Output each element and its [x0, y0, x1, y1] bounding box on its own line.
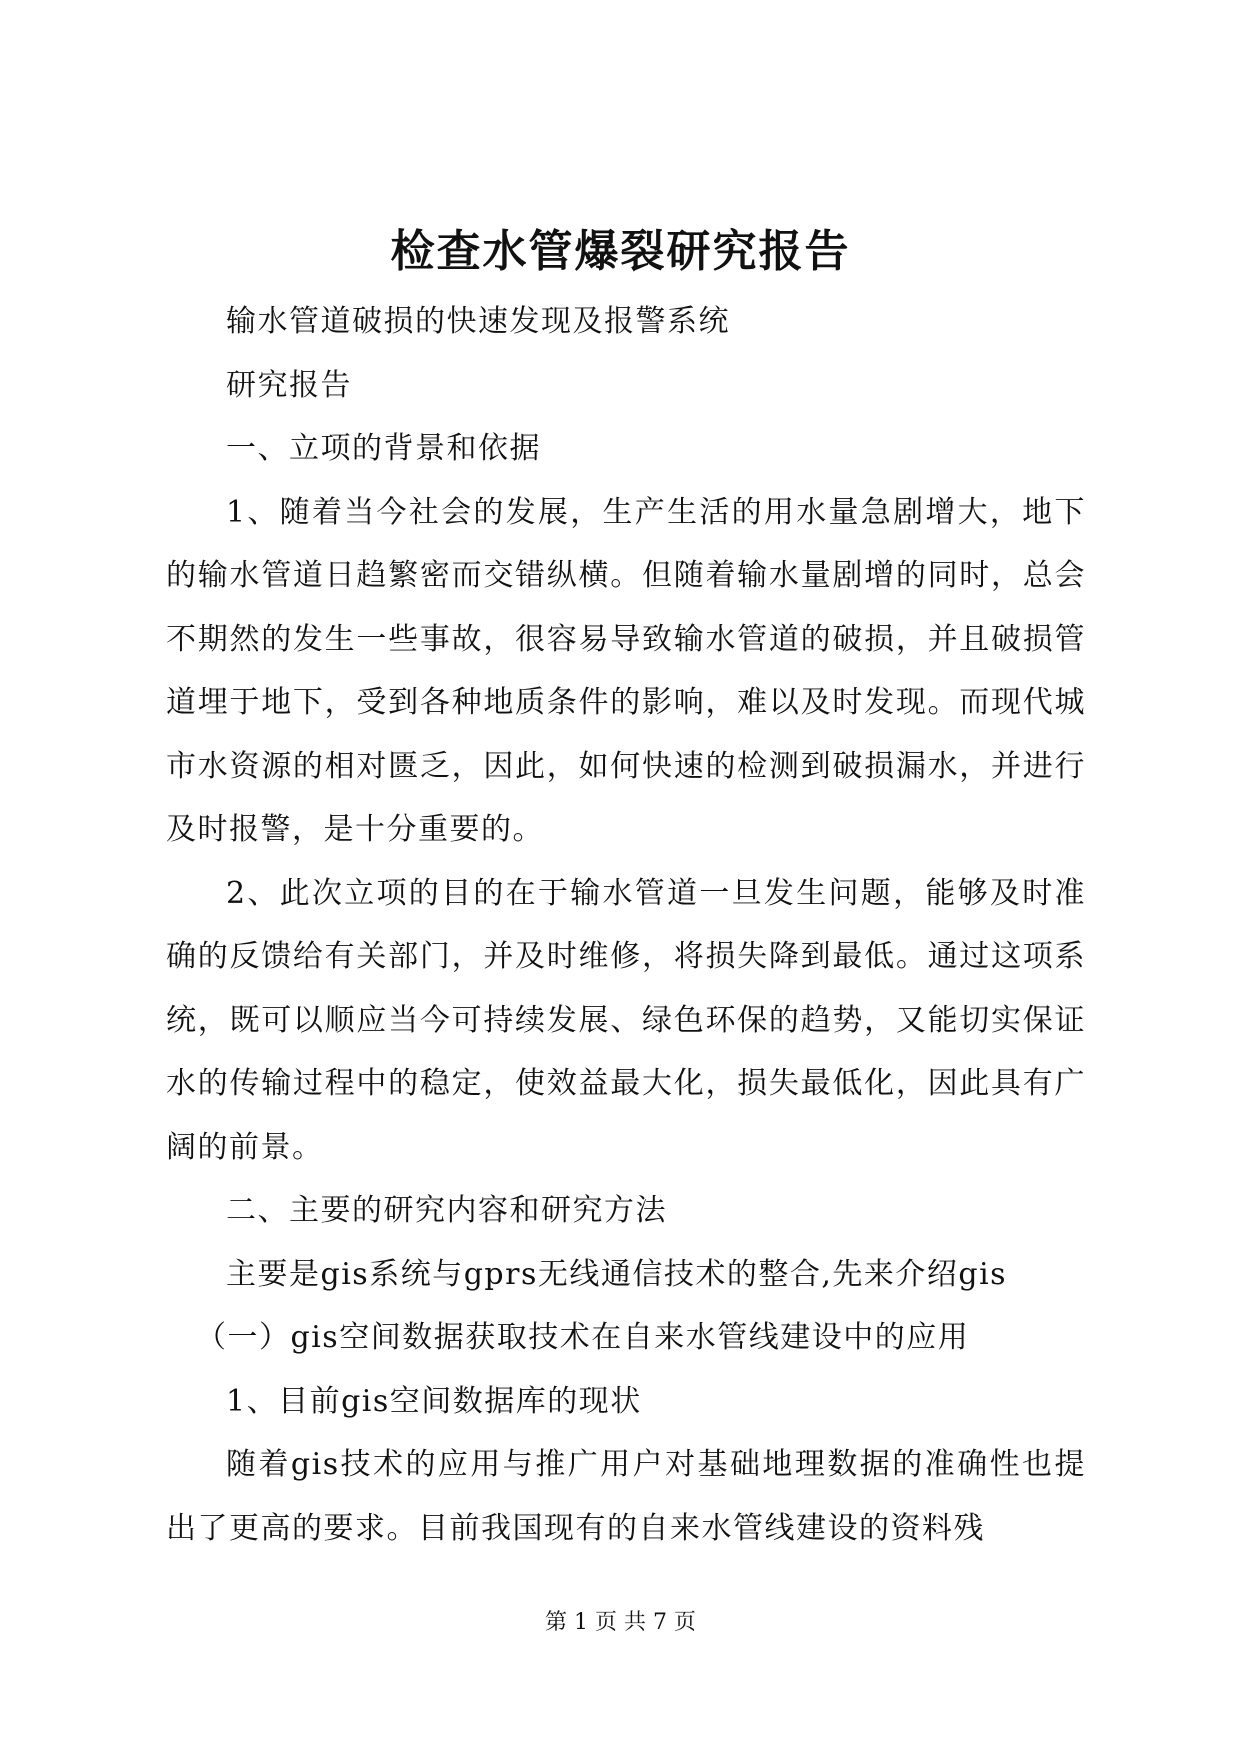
paragraph-intro-gis: 主要是gis系统与gprs无线通信技术的整合,先来介绍gis [226, 1256, 1008, 1292]
subsection-heading-1: （一）gis空间数据获取技术在自来水管线建设中的应用 [196, 1320, 970, 1355]
subtitle-line-2: 研究报告 [226, 367, 352, 403]
paragraph-gis-status: 随着gis技术的应用与推广用户对基础地理数据的准确性也提出了更高的要求。目前我国现有的自来水管线建设的资料残 [166, 1447, 1086, 1546]
document-body [166, 290, 1086, 1560]
subsection-item-1: 1、目前gis空间数据库的现状 [226, 1383, 642, 1419]
paragraph-background-2: 2、此次立项的目的在于输水管道一旦发生问题，能够及时准确的反馈给有关部门，并及时维修，将损失降到最低。通过这项系统，既可以顺应当今可持续发展、绿色环保的趋势，又能切实保证水的传输过程中的稳定，使效益最大化，损失最低化，因此具有广阔的前景。 [166, 875, 1086, 1165]
page-footer: 第 1 页 共 7 页 [545, 1610, 696, 1635]
subtitle-line: 输水管道破损的快速发现及报警系统 [226, 304, 730, 339]
document-title: 检查水管爆裂研究报告 [390, 226, 851, 277]
paragraph-background-1: 1、随着当今社会的发展，生产生活的用水量急剧增大，地下的输水管道日趋繁密而交错纵横。但随着输水量剧增的同时，总会不期然的发生一些事故，很容易导致输水管道的破损，并且破损管道埋于地下，受到各种地质条件的影响，难以及时发现。而现代城市水资源的相对匮乏，因此，如何快速的检测到破损漏水，并进行及时报警，是十分重要的。 [166, 494, 1086, 847]
section-heading-1: 一、立项的背景和依据 [226, 431, 541, 466]
section-heading-2: 二、主要的研究内容和研究方法 [226, 1193, 667, 1228]
